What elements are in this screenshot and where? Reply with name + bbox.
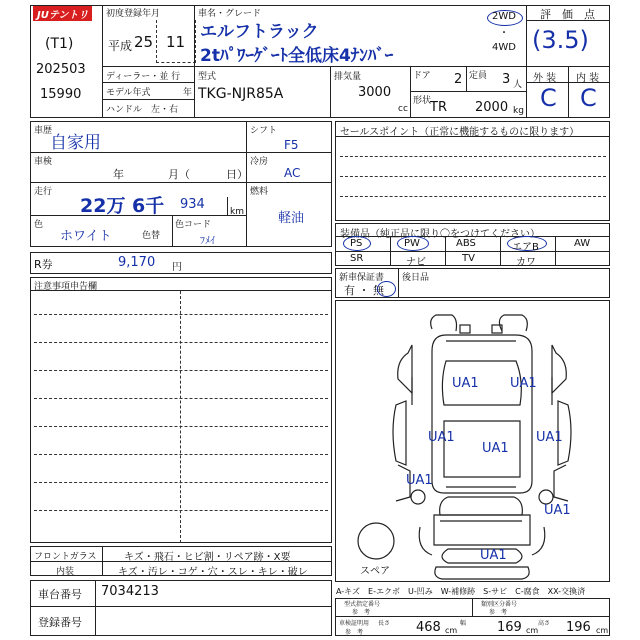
handle-label: ハンドル 左・右 [106,105,179,115]
auction-logo: JUテントリ [33,6,92,21]
sales-title: セールスポイント（正常に機能するものに限ります） [340,127,580,138]
damage-mark: UA1 [406,473,433,488]
fuel: 軽油 [278,211,305,226]
rating-score: (3.5) [532,26,589,54]
reg-month: 11 [166,33,186,51]
front-glass-label: フロントガラス [34,552,97,562]
mileage-label: 走行 [34,187,53,197]
front-glass-value: キズ・飛石・ヒビ割・リペア跡・X要 [124,552,291,563]
color-code: ﾌﾒｲ [200,236,215,247]
shift: F5 [284,138,299,152]
width-value: 169 [497,620,522,635]
capacity-label: 定員 [469,71,488,81]
later-items-label: 後日品 [402,273,430,283]
lot-number-1: 202503 [36,62,86,77]
model-number-label: 型式指定番号 [344,601,381,608]
height-value: 196 [566,620,591,635]
recycle-value: 9,170 [118,255,156,270]
shape: TR [430,100,447,115]
damage-mark: UA1 [452,376,479,391]
damage-mark: UA1 [536,430,563,445]
lot-number-2: 15990 [40,87,82,102]
ac-label: 冷房 [250,157,269,167]
drive-4wd: 4WD [492,42,516,53]
mileage-main: 22万 6千 [80,195,165,217]
equip-tv: TV [462,253,475,264]
equip-leather: カワ [516,257,536,268]
chassis-label: 車台番号 [38,588,82,601]
displacement: 3000 [358,85,392,100]
damage-mark: UA1 [510,376,537,391]
damage-mark: UA1 [544,503,571,518]
doors: 2 [454,72,463,87]
interior-label: 内 装 [576,73,600,84]
warranty-label: 新車保証書 [339,273,385,283]
reg-year: 25 [134,33,154,51]
doors-label: ドア [413,71,431,81]
rating-label: 評 価 点 [540,8,595,21]
fuel-label: 燃料 [250,187,269,197]
usage: 自家用 [50,133,101,153]
recycle-label: R券 [34,258,53,271]
damage-legend: A-キズ E-エクボ U-凹み W-補修跡 S-サビ C-腐食 XX-交換済 [336,587,586,596]
car-name: エルフトラック [200,22,319,42]
interior-condition-label: 内装 [56,567,75,577]
color-code-label: 色コード [175,220,212,230]
equip-navi: ナビ [406,257,426,268]
model-year-label: モデル年式 [106,88,151,98]
load-capacity: 2000 [475,100,509,115]
drive-2wd: 2WD [492,11,516,22]
shape-label: 形状 [413,96,432,106]
color: ホワイト [60,229,112,244]
truck-diagram [336,301,609,581]
equip-ps: PS [350,238,363,249]
displacement-label: 排気量 [334,72,362,82]
damage-mark: UA1 [480,548,507,563]
inspection-label: 車検 [34,157,53,167]
equip-aw: AW [574,238,591,249]
spare-label: スペア [360,566,390,577]
exterior-grade: C [540,84,557,112]
chassis-number: 7034213 [101,584,159,599]
equip-abs: ABS [456,238,476,249]
type-label: 型式 [198,72,217,82]
car-grade: 2tﾊﾟﾜｰｹﾞｰﾄ全低床4ﾅﾝﾊﾞｰ [200,46,394,66]
capacity: 3 [502,72,511,87]
usage-label: 車歴 [34,126,53,136]
shift-label: シフト [250,126,278,136]
warranty-value: 有 ・ 無 [344,284,384,297]
category-number-label: 類別区分番号 [481,601,518,608]
lot-code: (T1) [45,36,74,52]
equip-sr: SR [350,253,364,264]
reg-number-label: 登録番号 [38,616,82,629]
model-code: TKG-NJR85A [198,86,284,102]
dealer-label: ディーラー・並 行 [106,72,181,82]
interior-condition-value: キズ・汚レ・コゲ・穴・スレ・キレ・破レ [118,567,308,578]
damage-mark: UA1 [482,441,509,456]
interior-grade: C [580,84,597,112]
grade-label: 車名・グレード [198,9,262,19]
damage-mark: UA1 [428,430,455,445]
length-value: 468 [416,620,441,635]
first-reg-label: 初度登録年月 [106,9,161,19]
tone-label: 色替 [142,231,161,241]
color-label: 色 [34,220,44,230]
notes-title: 注意事項申告欄 [34,282,98,292]
notes-frame [30,277,332,543]
ac: AC [284,166,301,180]
exterior-label: 外 装 [533,73,557,84]
cert-label: 車検証明用 [339,620,370,627]
equipment-title: 装備品（純正品に限り〇をつけてください） [340,229,540,240]
mileage-sub: 934 [180,197,205,212]
equip-pw: PW [404,238,420,249]
equip-airbag: エアB [512,242,539,253]
era: 平成 [108,39,133,53]
